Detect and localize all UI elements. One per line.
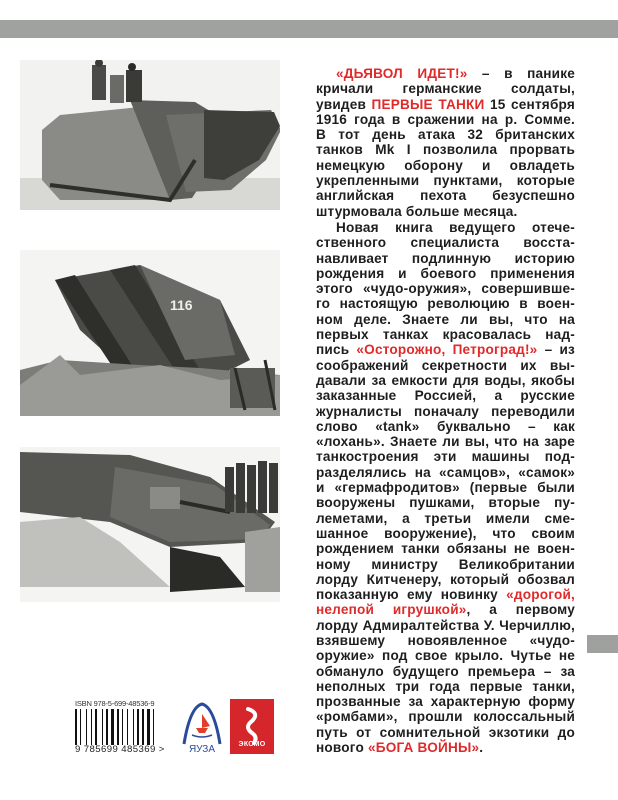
text-run: – из	[537, 342, 575, 358]
barcode-bar	[137, 709, 139, 745]
text-line	[316, 66, 575, 81]
text-run: го настоящую революцию в воен-	[316, 296, 575, 312]
barcode-bar	[153, 709, 154, 745]
text-line	[316, 327, 575, 342]
text-run: разделялись на «самцов», «самок»	[316, 464, 575, 480]
text-line	[316, 679, 575, 694]
text-run: рождением танки обязаны не воен-	[316, 541, 575, 557]
barcode-bar	[111, 709, 114, 745]
barcode-bar	[106, 709, 108, 745]
barcode-bar	[75, 709, 77, 745]
text-run: кричали германские солдаты,	[316, 81, 575, 97]
barcode-bar	[124, 709, 126, 745]
text-line	[316, 511, 575, 526]
text-run: лорду Адмиралтейства У. Черчиллю,	[316, 617, 575, 633]
text-line	[316, 434, 575, 449]
text-run: 15 сентября	[484, 96, 575, 112]
text-line	[316, 541, 575, 556]
text-run: показанную ему новинку	[316, 587, 507, 603]
text-line	[316, 251, 575, 266]
text-run: рождения и боевого применения	[316, 265, 575, 281]
text-line	[316, 495, 575, 510]
text-run: английская пехота безуспешно	[316, 188, 575, 204]
tank-with-crew-image	[20, 60, 280, 210]
barcode-bar	[115, 709, 116, 745]
text-line	[316, 633, 575, 648]
text-line	[316, 725, 575, 740]
text-run: шанное вооружение), что своим	[316, 525, 575, 541]
text-run: 1916 года в сражении на р. Сомме.	[316, 111, 575, 127]
barcode-bar	[120, 709, 121, 745]
text-run: нового	[316, 740, 368, 756]
text-line	[316, 740, 575, 755]
svg-text:116: 116	[170, 297, 193, 313]
tank-climbing-image	[20, 250, 280, 416]
barcode-bar	[147, 709, 150, 745]
eksmo-label: ЭКСМО	[238, 741, 266, 748]
text-run: оружие» под свое крыло. Чутье не	[316, 648, 575, 664]
text-run: немецкую оборону и овладеть	[316, 157, 575, 173]
barcode-bar	[127, 709, 128, 745]
text-run: неполных три года первые танки,	[316, 678, 575, 694]
barcode-bar	[135, 709, 136, 745]
text-run: , а первому	[466, 602, 576, 618]
barcode-bar	[151, 709, 152, 745]
text-line	[316, 342, 575, 357]
text-line	[316, 97, 575, 112]
right-gray-marker	[587, 635, 618, 653]
text-line	[316, 419, 575, 434]
text-run: – в панике	[467, 66, 575, 81]
text-line	[316, 358, 575, 373]
text-line	[316, 602, 575, 617]
text-line	[316, 587, 575, 602]
highlighted-phrase: «дорогой,	[506, 587, 575, 603]
tank-in-trench-image	[20, 447, 280, 602]
isbn-label: ISBN 978-5-699-48536-9	[75, 699, 155, 708]
highlighted-phrase: «Осторожно, Петроград!»	[356, 342, 538, 358]
barcode	[75, 699, 165, 759]
text-line	[316, 388, 575, 403]
text-line	[316, 127, 575, 142]
text-line	[316, 266, 575, 281]
text-line	[316, 648, 575, 663]
eksmo-publisher-logo	[230, 699, 274, 754]
text-line	[316, 664, 575, 679]
text-line	[316, 618, 575, 633]
text-line	[316, 142, 575, 157]
yauza-arch-icon	[180, 702, 224, 754]
text-run: укрепленными пунктами, которые	[316, 173, 575, 189]
highlighted-phrase: ПЕРВЫЕ ТАНКИ	[371, 96, 485, 112]
barcode-bar	[122, 709, 123, 745]
text-line	[316, 281, 575, 296]
text-run: В тот день атака 32 британских	[316, 127, 575, 143]
yauza-label: ЯУЗА	[188, 744, 216, 754]
text-line	[316, 296, 575, 311]
barcode-bar	[133, 709, 134, 745]
text-run: первых танках красовалась над-	[316, 327, 575, 343]
text-line	[316, 465, 575, 480]
text-line	[316, 112, 575, 127]
text-run: ственного специалиста восста-	[316, 235, 575, 251]
barcode-bar	[102, 709, 103, 745]
barcode-bar	[91, 709, 92, 745]
tank-photo-2	[20, 250, 280, 416]
text-run: соображений секретности их вы-	[316, 357, 575, 373]
text-line	[316, 81, 575, 96]
barcode-bar	[93, 709, 94, 745]
text-run: пись	[316, 342, 357, 358]
text-run: ному министру Великобритании	[316, 556, 575, 572]
tank-photo-1	[20, 60, 280, 210]
text-line	[316, 572, 575, 587]
text-line	[316, 312, 575, 327]
text-line	[316, 158, 575, 173]
tank-photo-3	[20, 447, 280, 602]
barcode-bar	[78, 709, 79, 745]
text-line	[316, 526, 575, 541]
barcode-bar	[145, 709, 146, 745]
text-run: прозванные за характерную форму	[316, 694, 575, 710]
cover-description	[316, 66, 575, 755]
text-run: обмануло будущего премьера – за	[316, 663, 575, 679]
intro-paragraph	[316, 66, 575, 219]
text-run: Новая книга ведущего отече-	[336, 219, 575, 235]
barcode-bar	[117, 709, 119, 745]
text-run: этого «чудо-оружия», совершивше-	[316, 281, 575, 297]
text-line	[316, 404, 575, 419]
top-gray-band	[0, 20, 618, 38]
text-line	[316, 173, 575, 188]
text-run: танков Mk I позволила прорвать	[316, 142, 575, 158]
barcode-bar	[95, 709, 97, 745]
book-summary-paragraph	[316, 220, 575, 755]
text-run: навливает подлинную историю	[316, 250, 575, 266]
text-run: путь от сомнительной экзотики до	[316, 724, 575, 740]
text-line	[316, 694, 575, 709]
text-run: журналисты поначалу переводили	[316, 403, 575, 419]
text-line	[316, 220, 575, 235]
barcode-bar	[82, 709, 85, 745]
text-run: вооружены пушками, вторые пу-	[316, 495, 575, 511]
barcode-bar	[88, 709, 90, 745]
text-run: давали за емкости для воды, якобы	[316, 372, 575, 388]
text-line	[316, 449, 575, 464]
text-line	[316, 204, 575, 219]
barcode-bar	[98, 709, 101, 745]
barcode-bar	[142, 709, 144, 745]
text-line	[316, 373, 575, 388]
yauza-publisher-logo	[180, 702, 224, 754]
text-run: штурмовала больше месяца.	[316, 203, 518, 219]
text-run: взявшему новоявленное «чудо-	[316, 632, 575, 648]
barcode-bar	[129, 709, 132, 745]
text-line	[316, 235, 575, 250]
text-run: и «гермафродитов» (первые были	[316, 480, 575, 496]
text-run: слово «tank» буквально – как	[316, 418, 575, 434]
text-line	[316, 480, 575, 495]
text-run: ном деле. Знаете ли вы, что на	[316, 311, 575, 327]
highlighted-phrase: «ДЬЯВОЛ ИДЕТ!»	[336, 66, 468, 81]
barcode-bar	[104, 709, 105, 745]
text-run: «ромбами», прошли колоссальный	[316, 709, 575, 725]
barcode-digits: 9 785699 485369 >	[75, 744, 165, 755]
highlighted-phrase: нелепой игрушкой»	[316, 602, 467, 618]
barcode-bar	[109, 709, 110, 745]
barcode-bar	[155, 709, 157, 745]
barcode-bar	[86, 709, 87, 745]
text-run: леметами, а третьи имели сме-	[316, 510, 575, 526]
barcode-bar	[140, 709, 141, 745]
barcode-bar	[80, 709, 81, 745]
highlighted-phrase: «БОГА ВОЙНЫ»	[367, 740, 480, 756]
text-run: «лохань». Знаете ли вы, что на заре	[316, 434, 575, 450]
text-run: увидев	[316, 96, 372, 112]
text-line	[316, 709, 575, 724]
text-run: танкостроения эти машины под-	[316, 449, 575, 465]
text-run: лорду Китченеру, который обозвал	[316, 571, 575, 587]
barcode-bars	[75, 709, 165, 745]
text-run: заказанные Россией, а русские	[316, 388, 575, 404]
text-run: .	[479, 740, 484, 756]
text-line	[316, 557, 575, 572]
text-line	[316, 188, 575, 203]
